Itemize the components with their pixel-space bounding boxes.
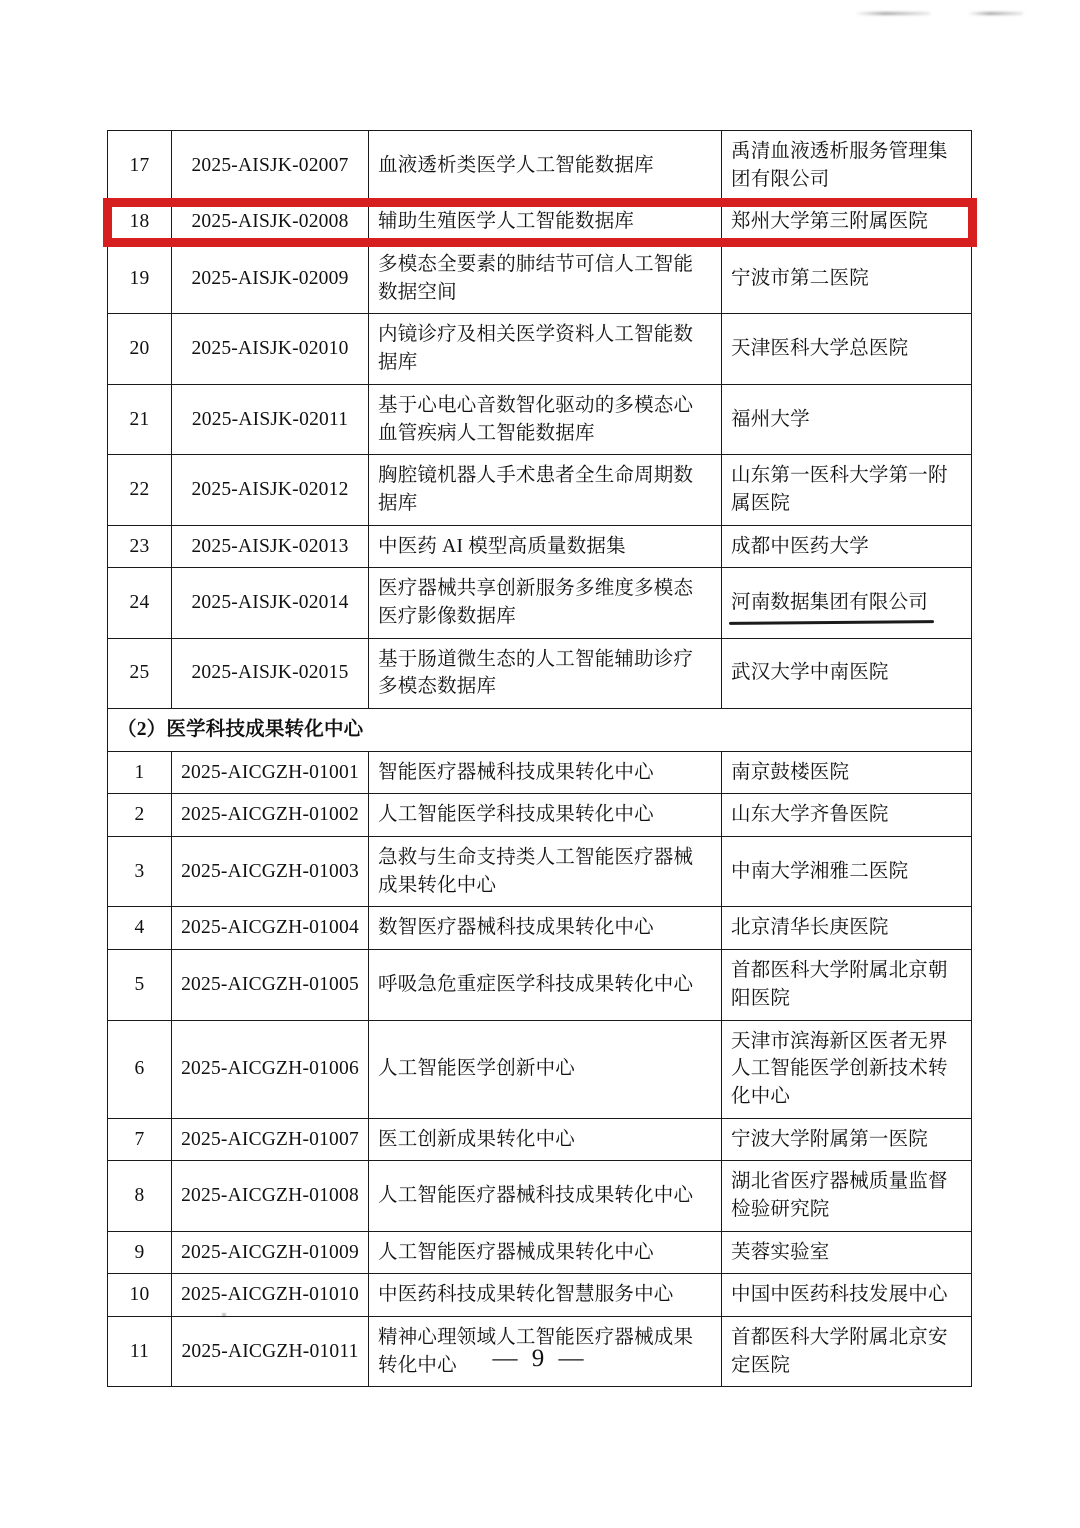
- row-code-cell: 2025-AISJK-02009: [172, 244, 369, 314]
- row-code-cell: 2025-AISJK-02015: [172, 638, 369, 708]
- row-org-cell: 南京鼓楼医院: [722, 751, 972, 794]
- row-code-cell: 2025-AISJK-02012: [172, 455, 369, 525]
- row-index-cell: 21: [108, 384, 172, 454]
- row-index-cell: 23: [108, 525, 172, 568]
- table-row: [108, 1274, 972, 1317]
- scan-artifact-smudge: [855, 12, 930, 15]
- table-body: [108, 131, 972, 1387]
- row-name-cell: 胸腔镜机器人手术患者全生命周期数据库: [369, 455, 722, 525]
- table-row: [108, 1118, 972, 1161]
- row-org-cell: 天津医科大学总医院: [722, 314, 972, 384]
- row-code-cell: 2025-AISJK-02010: [172, 314, 369, 384]
- row-index-cell: 5: [108, 950, 172, 1020]
- table-row: [108, 1231, 972, 1274]
- row-code-cell: 2025-AICGZH-01007: [172, 1118, 369, 1161]
- row-org-cell: 首都医科大学附属北京安定医院: [722, 1317, 972, 1387]
- table-row: [108, 837, 972, 907]
- row-org-cell: 天津市滨海新区医者无界人工智能医学创新技术转化中心: [722, 1020, 972, 1118]
- row-index-cell: 11: [108, 1317, 172, 1387]
- row-index-cell: 19: [108, 244, 172, 314]
- row-code-cell: 2025-AICGZH-01010: [172, 1274, 369, 1317]
- row-code-cell: 2025-AISJK-02008: [172, 201, 369, 244]
- row-name-cell: 人工智能医学创新中心: [369, 1020, 722, 1118]
- row-index-cell: 24: [108, 568, 172, 638]
- row-index-cell: 22: [108, 455, 172, 525]
- table-row: [108, 794, 972, 837]
- table-row: [108, 907, 972, 950]
- table-row: [108, 1020, 972, 1118]
- table-row: [108, 244, 972, 314]
- handwritten-underline-text: 河南数据集团有限公司: [731, 589, 928, 617]
- row-code-cell: 2025-AICGZH-01011: [172, 1317, 369, 1387]
- table-row: [108, 568, 972, 638]
- row-index-cell: 3: [108, 837, 172, 907]
- listing-table-container: [107, 130, 971, 1387]
- row-index-cell: 9: [108, 1231, 172, 1274]
- row-org-cell: 福州大学: [722, 384, 972, 454]
- row-org-cell: 宁波大学附属第一医院: [722, 1118, 972, 1161]
- row-name-cell: 血液透析类医学人工智能数据库: [369, 131, 722, 201]
- row-name-cell: 多模态全要素的肺结节可信人工智能数据空间: [369, 244, 722, 314]
- row-name-cell: 智能医疗器械科技成果转化中心: [369, 751, 722, 794]
- row-code-cell: 2025-AICGZH-01006: [172, 1020, 369, 1118]
- row-index-cell: 20: [108, 314, 172, 384]
- row-org-cell: 首都医科大学附属北京朝阳医院: [722, 950, 972, 1020]
- table-row: [108, 638, 972, 708]
- row-name-cell: 内镜诊疗及相关医学资料人工智能数据库: [369, 314, 722, 384]
- row-code-cell: 2025-AICGZH-01004: [172, 907, 369, 950]
- table-row: [108, 525, 972, 568]
- row-name-cell: 医工创新成果转化中心: [369, 1118, 722, 1161]
- row-name-cell: 数智医疗器械科技成果转化中心: [369, 907, 722, 950]
- table-row: [108, 1161, 972, 1231]
- row-org-cell: [722, 568, 972, 638]
- row-code-cell: 2025-AICGZH-01002: [172, 794, 369, 837]
- row-index-cell: 4: [108, 907, 172, 950]
- row-index-cell: 25: [108, 638, 172, 708]
- row-name-cell: 中医药 AI 模型高质量数据集: [369, 525, 722, 568]
- row-org-cell: 郑州大学第三附属医院: [722, 201, 972, 244]
- row-name-cell: 人工智能医疗器械科技成果转化中心: [369, 1161, 722, 1231]
- row-name-cell: 基于肠道微生态的人工智能辅助诊疗多模态数据库: [369, 638, 722, 708]
- row-code-cell: 2025-AICGZH-01001: [172, 751, 369, 794]
- row-org-cell: 禹清血液透析服务管理集团有限公司: [722, 131, 972, 201]
- row-code-cell: 2025-AISJK-02007: [172, 131, 369, 201]
- row-code-cell: 2025-AISJK-02011: [172, 384, 369, 454]
- row-name-cell: 呼吸急危重症医学科技成果转化中心: [369, 950, 722, 1020]
- table-row: [108, 384, 972, 454]
- section-header-label: （2）医学科技成果转化中心: [108, 709, 972, 752]
- row-org-cell: 湖北省医疗器械质量监督检验研究院: [722, 1161, 972, 1231]
- row-name-cell: 急救与生命支持类人工智能医疗器械成果转化中心: [369, 837, 722, 907]
- table-row: [108, 950, 972, 1020]
- listing-table: [107, 130, 972, 1387]
- row-name-cell: 中医药科技成果转化智慧服务中心: [369, 1274, 722, 1317]
- table-row: [108, 131, 972, 201]
- row-org-cell: 成都中医药大学: [722, 525, 972, 568]
- scan-artifact-smudge: [968, 12, 1023, 15]
- page-number: — 9 —: [492, 1345, 588, 1372]
- table-row: [108, 455, 972, 525]
- row-index-cell: 6: [108, 1020, 172, 1118]
- row-org-cell: 中南大学湘雅二医院: [722, 837, 972, 907]
- row-index-cell: 8: [108, 1161, 172, 1231]
- row-name-cell: 医疗器械共享创新服务多维度多模态医疗影像数据库: [369, 568, 722, 638]
- row-org-cell: 中国中医药科技发展中心: [722, 1274, 972, 1317]
- row-name-cell: 辅助生殖医学人工智能数据库: [369, 201, 722, 244]
- row-index-cell: 18: [108, 201, 172, 244]
- row-org-cell: 山东大学齐鲁医院: [722, 794, 972, 837]
- row-org-cell: 北京清华长庚医院: [722, 907, 972, 950]
- row-code-cell: 2025-AICGZH-01003: [172, 837, 369, 907]
- row-index-cell: 10: [108, 1274, 172, 1317]
- section-header-row: [108, 709, 972, 752]
- row-name-cell: 基于心电心音数智化驱动的多模态心血管疾病人工智能数据库: [369, 384, 722, 454]
- table-row: [108, 201, 972, 244]
- row-org-cell: 武汉大学中南医院: [722, 638, 972, 708]
- row-code-cell: 2025-AICGZH-01008: [172, 1161, 369, 1231]
- row-name-cell: 人工智能医疗器械成果转化中心: [369, 1231, 722, 1274]
- row-index-cell: 17: [108, 131, 172, 201]
- row-name-cell: 人工智能医学科技成果转化中心: [369, 794, 722, 837]
- table-row: [108, 751, 972, 794]
- table-row: [108, 314, 972, 384]
- row-index-cell: 7: [108, 1118, 172, 1161]
- row-org-cell: 芙蓉实验室: [722, 1231, 972, 1274]
- row-code-cell: 2025-AICGZH-01005: [172, 950, 369, 1020]
- row-org-cell: 山东第一医科大学第一附属医院: [722, 455, 972, 525]
- row-index-cell: 1: [108, 751, 172, 794]
- row-name-cell: 精神心理领域人工智能医疗器械成果转化中心: [369, 1317, 722, 1387]
- row-code-cell: 2025-AICGZH-01009: [172, 1231, 369, 1274]
- row-code-cell: 2025-AISJK-02014: [172, 568, 369, 638]
- row-org-cell: 宁波市第二医院: [722, 244, 972, 314]
- row-index-cell: 2: [108, 794, 172, 837]
- row-code-cell: 2025-AISJK-02013: [172, 525, 369, 568]
